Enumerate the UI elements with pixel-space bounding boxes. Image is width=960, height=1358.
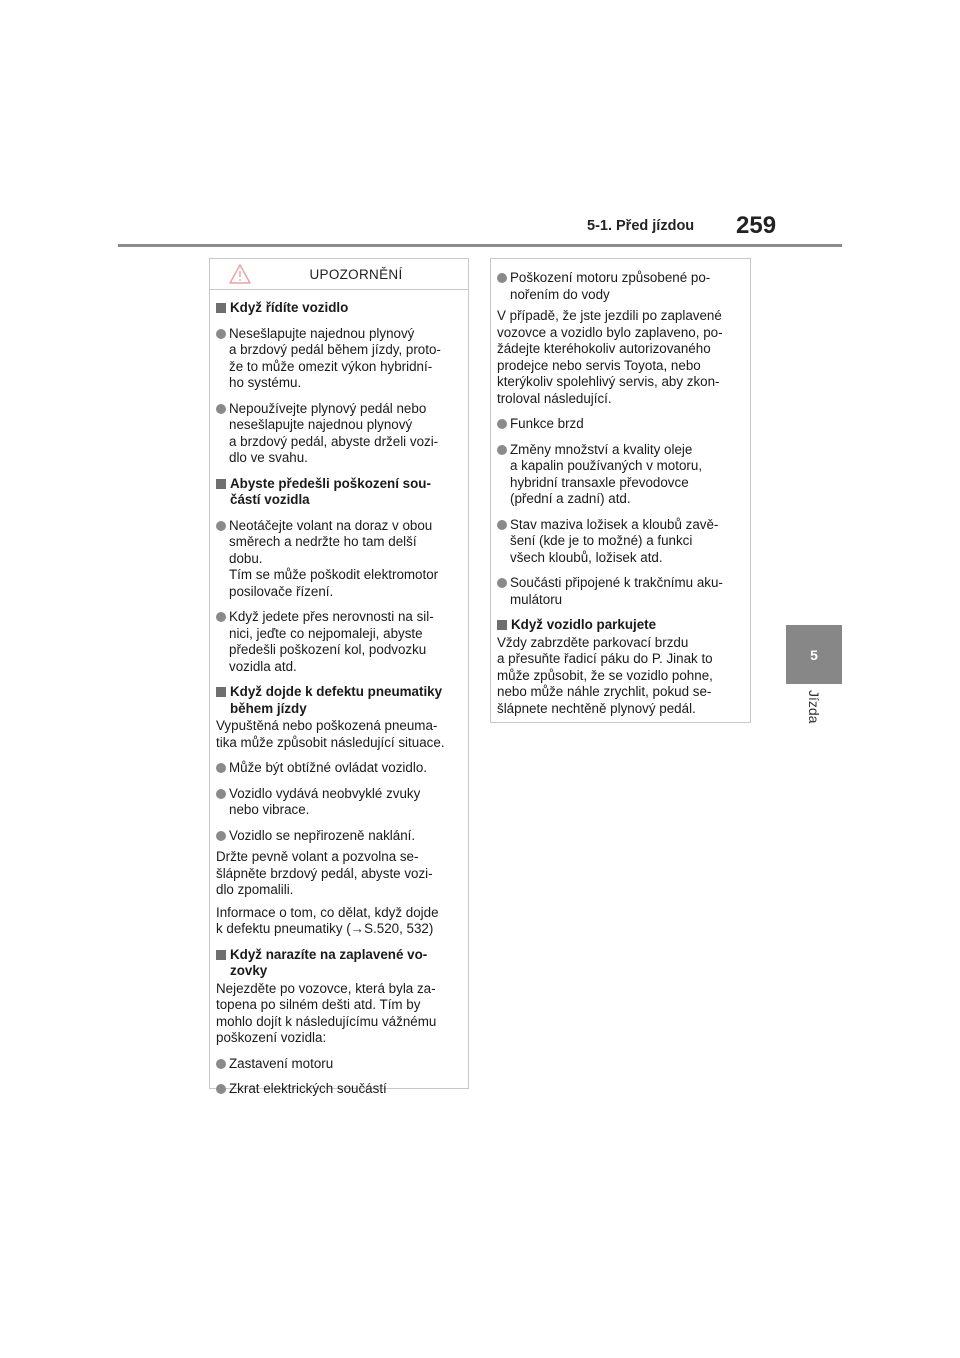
circle-bullet-icon	[497, 445, 507, 455]
warning-header	[210, 259, 468, 290]
header-divider	[118, 244, 842, 247]
bullet-item	[216, 760, 462, 777]
item-text: Součásti připojené k trakčnímu aku- mulátoru	[510, 575, 723, 607]
item-text: Vozidlo vydává neobvyklé zvuky nebo vibrace.	[229, 785, 421, 817]
square-bullet-icon	[216, 687, 226, 697]
bullet-item	[216, 1081, 462, 1098]
bullet-item	[497, 416, 744, 433]
paragraph	[216, 849, 462, 899]
circle-bullet-icon	[216, 329, 226, 339]
bullet-item	[216, 401, 462, 467]
section-heading	[216, 476, 462, 509]
square-bullet-icon	[216, 479, 226, 489]
section-title: 5-1. Před jízdou	[587, 218, 695, 234]
chapter-label	[786, 690, 842, 723]
page-number: 259	[736, 212, 777, 239]
circle-bullet-icon	[216, 1084, 226, 1094]
circle-bullet-icon	[216, 1059, 226, 1069]
item-text: Poškození motoru způsobené po- nořením do vody	[510, 270, 711, 302]
bullet-item	[497, 270, 744, 303]
item-text: Informace o tom, co dělat, když dojde k defektu pneumatiky (→S.520, 532)	[216, 904, 439, 936]
circle-bullet-icon	[216, 831, 226, 841]
section-heading	[216, 947, 462, 980]
circle-bullet-icon	[216, 763, 226, 773]
item-text: V případě, že jste jezdili po zaplavené vozovce a vozidlo bylo zaplaveno, po- žádejte kteréhokoliv autorizovaného prodejce nebo servis Toyota, nebo kterýkoliv spolehlivý servis, aby zkon- troloval následující.	[497, 308, 723, 406]
item-text: Neotáčejte volant na doraz v obou směrech a nedržte ho tam delší dobu. Tím se může poškodit elektromotor posilovače řízení.	[229, 517, 439, 599]
bullet-item	[216, 1056, 462, 1073]
chapter-tab	[786, 625, 842, 684]
item-text: Když řídíte vozidlo	[230, 300, 349, 315]
item-text: Vozidlo se nepřirozeně naklání.	[229, 827, 416, 843]
paragraph	[497, 635, 744, 718]
bullet-item	[497, 517, 744, 567]
item-text: Vypuštěná nebo poškozená pneuma- tika může způsobit následující situace.	[216, 718, 445, 750]
section-heading	[216, 300, 462, 317]
bullet-item	[216, 786, 462, 819]
bullet-item	[216, 609, 462, 675]
warning-title: UPOZORNĚNÍ	[309, 266, 403, 282]
chapter-label-text: Jízda	[806, 690, 822, 724]
square-bullet-icon	[216, 950, 226, 960]
paragraph	[216, 981, 462, 1047]
item-text: Stav maziva ložisek a kloubů zavě- šení (kde je to možné) a funkci všech kloubů, ložisek atd.	[510, 516, 719, 565]
square-bullet-icon	[497, 620, 507, 630]
circle-bullet-icon	[497, 419, 507, 429]
item-text: Může být obtížné ovládat vozidlo.	[229, 760, 427, 775]
warning-triangle-icon	[229, 264, 251, 284]
item-text: Zastavení motoru	[229, 1055, 334, 1071]
item-text: Abyste předešli poškození sou- částí vozidla	[230, 475, 431, 507]
bullet-item	[497, 575, 744, 608]
item-text: Když vozidlo parkujete	[511, 617, 657, 632]
bullet-item	[216, 326, 462, 392]
square-bullet-icon	[216, 303, 226, 313]
item-text: Když narazíte na zaplavené vo- zovky	[230, 946, 428, 978]
paragraph	[497, 308, 744, 407]
section-heading	[216, 684, 462, 717]
item-text: Držte pevně volant a pozvolna se- šlápněte brzdový pedál, abyste vozi- dlo zpomalili.	[216, 849, 433, 897]
chapter-number: 5	[810, 646, 818, 663]
item-text: Změny množství a kvality oleje a kapalin používaných v motoru, hybridní transaxle převodovce (přední a zadní) atd.	[510, 441, 703, 506]
circle-bullet-icon	[216, 612, 226, 622]
item-text: Funkce brzd	[510, 416, 584, 431]
circle-bullet-icon	[497, 520, 507, 530]
circle-bullet-icon	[216, 521, 226, 531]
bullet-item	[497, 442, 744, 508]
circle-bullet-icon	[497, 578, 507, 588]
paragraph	[216, 905, 462, 938]
warning-content-right	[491, 259, 750, 717]
item-text: Nesešlapujte najednou plynový a brzdový pedál během jízdy, proto- že to může omezit výkon hybridní- ho systému.	[229, 325, 441, 390]
warning-box	[209, 258, 469, 1096]
item-text: Když dojde k defektu pneumatiky během jízdy	[230, 684, 443, 716]
circle-bullet-icon	[216, 404, 226, 414]
warning-content-left	[210, 290, 468, 1098]
item-text: Zkrat elektrických součástí	[229, 1081, 387, 1096]
bullet-item	[216, 828, 462, 845]
item-text: Když jedete přes nerovnosti na sil- nici, jeďte co nejpomaleji, abyste předešli poškození kol, podvozku vozidla atd.	[229, 609, 434, 674]
paragraph	[216, 718, 462, 751]
circle-bullet-icon	[497, 273, 507, 283]
section-heading	[497, 617, 744, 634]
circle-bullet-icon	[216, 789, 226, 799]
item-text: Nejezděte po vozovce, která byla za- topena po silném dešti atd. Tím by mohlo dojít k následujícímu vážnému poškození vozidla:	[216, 980, 437, 1045]
item-text: Vždy zabrzděte parkovací brzdu a přesuňte řadicí páku do P. Jinak to může způsobit, že se vozidlo pohne, nebo může náhle zrychlit, pokud se- šlápnete nechtěně plynový pedál.	[497, 634, 713, 716]
bullet-item	[216, 518, 462, 601]
item-text: Nepoužívejte plynový pedál nebo nesešlapujte najednou plynový a brzdový pedál, abyste drželi vozi- dlo ve svahu.	[229, 400, 439, 465]
warning-box-continued	[490, 258, 751, 723]
